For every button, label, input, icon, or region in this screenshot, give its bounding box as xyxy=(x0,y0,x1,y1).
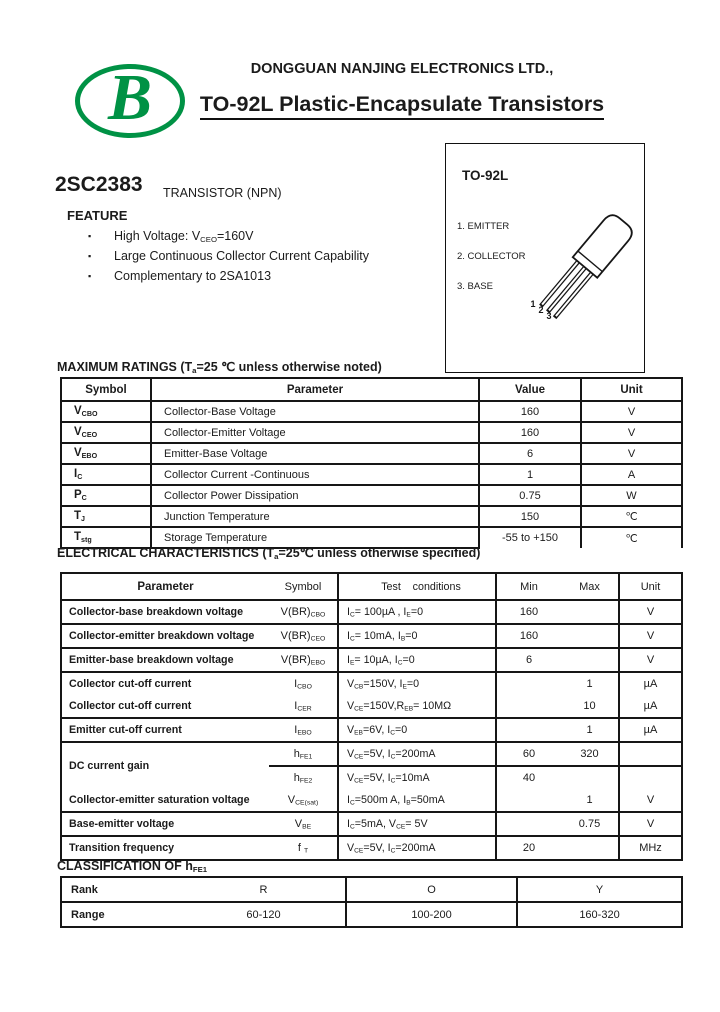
parameter-cell: Collector-base breakdown voltage xyxy=(61,600,269,624)
parameter-cell: Collector cut-off current xyxy=(69,700,192,712)
pin-label: 1. EMITTER xyxy=(457,221,510,232)
symbol-cell: $V_{CBO}$ xyxy=(61,401,151,422)
unit-cell: ℃ xyxy=(581,506,682,527)
conditions-cell: $I_C= 10mA$, $I_B=0$ xyxy=(338,624,496,648)
max-cell xyxy=(561,648,619,672)
value-cell: 1 xyxy=(479,464,581,485)
conditions-cell: $V_{CE}=150V,R_{EB}= 10M\Omega$ xyxy=(338,695,496,718)
max-cell xyxy=(561,766,619,789)
min-cell: 6 xyxy=(496,648,561,672)
column-header: Symbol xyxy=(61,378,151,401)
table-row xyxy=(61,812,682,836)
table-row xyxy=(61,600,682,624)
table-row xyxy=(61,695,682,718)
table-row xyxy=(61,422,682,443)
document-title: TO-92L Plastic-Encapsulate Transistors xyxy=(190,92,614,120)
table-row xyxy=(61,836,682,860)
parameter-cell: Collector cut-off current xyxy=(61,672,269,695)
table-row xyxy=(61,718,682,742)
rank-value: Y xyxy=(517,877,682,902)
pin-label: 3. BASE xyxy=(457,281,493,292)
range-cell xyxy=(61,902,346,927)
table-row xyxy=(61,464,682,485)
symbol-cell: $V(BR)_{CEO}$ xyxy=(269,624,338,648)
unit-cell: ℃ xyxy=(581,527,682,548)
column-header: Parameter xyxy=(151,378,479,401)
table-row xyxy=(61,443,682,464)
package-name: TO-92L xyxy=(462,168,509,183)
rank-value: R xyxy=(259,883,268,896)
table-row xyxy=(61,742,682,766)
unit-cell: V xyxy=(619,648,682,672)
min-cell xyxy=(496,812,561,836)
range-value: 100-200 xyxy=(346,902,517,927)
unit-cell: W xyxy=(581,485,682,506)
table-row xyxy=(61,789,682,812)
company-name: DONGGUAN NANJING ELECTRONICS LTD., xyxy=(250,61,554,77)
min-cell xyxy=(496,789,561,812)
conditions-cell: $I_E= 10\mu A$, $I_C=0$ xyxy=(338,648,496,672)
column-header: Unit xyxy=(581,378,682,401)
max-cell xyxy=(561,836,619,860)
min-cell xyxy=(496,718,561,742)
table-row xyxy=(61,877,682,902)
conditions-cell: $V_{CE}=5V$, $I_C=200mA$ xyxy=(338,836,496,860)
parameter-cell: Emitter-base breakdown voltage xyxy=(61,648,269,672)
symbol-cell: $h_{FE2}$ xyxy=(269,766,338,789)
symbol-cell: $P_C$ xyxy=(61,485,151,506)
part-type: TRANSISTOR (NPN) xyxy=(163,186,282,200)
symbol-cell: $h_{FE1}$ xyxy=(269,742,338,766)
unit-cell: V xyxy=(581,401,682,422)
table-row xyxy=(61,401,682,422)
table-row xyxy=(61,485,682,506)
unit-cell: V xyxy=(619,624,682,648)
value-cell: 160 xyxy=(479,422,581,443)
max-cell: 0.75 xyxy=(561,812,619,836)
value-cell: 6 xyxy=(479,443,581,464)
column-header: Symbol xyxy=(284,580,322,593)
unit-cell: µA xyxy=(619,718,682,742)
unit-cell: V xyxy=(581,443,682,464)
symbol-cell: $T_J$ xyxy=(61,506,151,527)
symbol-cell: $I_{EBO}$ xyxy=(269,718,338,742)
symbol-cell: $T_{stg}$ xyxy=(61,527,151,548)
symbol-cell: f $_T$ xyxy=(269,836,338,860)
table-row xyxy=(61,506,682,527)
transistor-drawing xyxy=(446,144,644,372)
conditions-cell: $V_{CE}=5V$, $I_C=10mA$ xyxy=(338,766,496,789)
range-value: 60-120 xyxy=(246,908,281,921)
parameter-cell: DC current gain xyxy=(61,742,269,789)
symbol-cell: $I_{CER}$ xyxy=(294,699,312,713)
pin-number: 3 xyxy=(546,311,552,321)
max-ratings-table xyxy=(60,377,683,549)
max-ratings-title: MAXIMUM RATINGS ($T_a=25$ ℃ unless otherwise noted) xyxy=(57,360,382,375)
min-cell: 60 xyxy=(496,742,561,766)
min-cell: 40 xyxy=(496,766,561,789)
feature-heading: FEATURE xyxy=(67,208,128,223)
unit-cell: V xyxy=(619,812,682,836)
electrical-characteristics-table xyxy=(60,572,683,861)
conditions-cell: $I_C=500m$ A, $I_B=50mA$ xyxy=(338,789,496,812)
unit-cell: V xyxy=(619,600,682,624)
parameter-cell: Collector Current -Continuous xyxy=(151,464,479,485)
company-logo xyxy=(75,61,185,138)
conditions-cell: $V_{CB}=150V$, $I_E=0$ xyxy=(338,672,496,695)
unit-cell xyxy=(619,742,682,766)
symbol-cell: $V_{CEO}$ xyxy=(61,422,151,443)
parameter-cell: Emitter-Base Voltage xyxy=(151,443,479,464)
value-cell: 0.75 xyxy=(479,485,581,506)
unit-cell xyxy=(619,766,682,789)
min-cell xyxy=(496,695,561,718)
table-row xyxy=(61,624,682,648)
feature-item: ▪ High Voltage: $V_{CEO}=160V$ xyxy=(88,226,428,246)
conditions-cell: $V_{EB}=6V$, $I_C=0$ xyxy=(338,718,496,742)
column-header: Value xyxy=(479,378,581,401)
unit-cell: µA xyxy=(619,672,682,695)
table-header-row xyxy=(61,378,682,401)
unit-cell: MHz xyxy=(619,836,682,860)
range-label: Range xyxy=(71,908,105,921)
parameter-cell: Collector-emitter breakdown voltage xyxy=(61,624,269,648)
conditions-cell: $I_C= 100\mu A$ , $I_E=0$ xyxy=(338,600,496,624)
parameter-cell: Transition frequency xyxy=(61,836,269,860)
table-row xyxy=(61,902,682,927)
unit-cell: µA xyxy=(619,695,682,718)
symbol-cell: $V_{EBO}$ xyxy=(61,443,151,464)
min-cell xyxy=(496,672,561,695)
conditions-cell: $V_{CE}=5V$, $I_C=200mA$ xyxy=(338,742,496,766)
table-header-row xyxy=(61,573,682,600)
parameter-cell: Emitter cut-off current xyxy=(61,718,269,742)
parameter-cell: Collector-Base Voltage xyxy=(151,401,479,422)
max-cell: 1 xyxy=(561,672,619,695)
parameter-cell: Collector-emitter saturation voltage xyxy=(69,794,250,806)
logo-letter: B xyxy=(107,61,153,134)
min-cell: 160 xyxy=(496,624,561,648)
column-header: Min xyxy=(496,573,561,600)
column-header: Test conditions xyxy=(338,573,496,600)
min-cell: 20 xyxy=(496,836,561,860)
max-cell: 1 xyxy=(561,718,619,742)
package-outline-box xyxy=(445,143,645,373)
min-cell: 160 xyxy=(496,600,561,624)
unit-cell: V xyxy=(581,422,682,443)
max-cell: 1 xyxy=(586,794,593,806)
pin-label: 2. COLLECTOR xyxy=(457,251,526,262)
symbol-cell: $V_{CE(sat)}$ xyxy=(287,793,319,807)
parameter-cell: Base-emitter voltage xyxy=(61,812,269,836)
max-cell: 10 xyxy=(583,700,596,712)
conditions-cell: $I_C=5mA$, $V_{CE}= 5V$ xyxy=(338,812,496,836)
symbol-cell: $V_{BE}$ xyxy=(269,812,338,836)
range-value: 160-320 xyxy=(517,902,682,927)
parameter-cell: Storage Temperature xyxy=(151,527,479,548)
rank-label: Rank xyxy=(71,883,98,896)
unit-cell: V xyxy=(619,789,682,812)
symbol-cell: $I_C$ xyxy=(61,464,151,485)
feature-list xyxy=(88,226,428,286)
rank-cell xyxy=(61,877,346,902)
unit-cell: A xyxy=(581,464,682,485)
symbol-cell: $V(BR)_{EBO}$ xyxy=(269,648,338,672)
pin-number: 1 xyxy=(530,299,536,309)
feature-item: ▪ Complementary to 2SA1013 xyxy=(88,266,428,286)
column-header: Parameter xyxy=(137,580,194,593)
rank-value: O xyxy=(346,877,517,902)
parameter-cell: Collector-Emitter Voltage xyxy=(151,422,479,443)
classification-title: CLASSIFICATION OF $h_{FE1}$ xyxy=(57,859,208,874)
value-cell: 150 xyxy=(479,506,581,527)
classification-table xyxy=(60,876,683,928)
table-row xyxy=(61,672,682,695)
parameter-cell: Junction Temperature xyxy=(151,506,479,527)
symbol-cell: $V(BR)_{CBO}$ xyxy=(269,600,338,624)
parameter-cell: Collector Power Dissipation xyxy=(151,485,479,506)
symbol-cell: $I_{CBO}$ xyxy=(269,672,338,695)
max-cell: 320 xyxy=(561,742,619,766)
part-number: 2SC2383 xyxy=(55,173,143,196)
feature-item: ▪ Large Continuous Collector Current Capability xyxy=(88,246,428,266)
column-header: Max xyxy=(579,580,600,593)
value-cell: 160 xyxy=(479,401,581,422)
electrical-title: ELECTRICAL CHARACTERISTICS ($T_a=25℃$ unless otherwise specified) xyxy=(57,546,481,561)
max-cell xyxy=(561,624,619,648)
value-cell: -55 to +150 xyxy=(479,527,581,548)
pin-number: 2 xyxy=(538,305,544,315)
max-cell xyxy=(561,600,619,624)
column-header: Unit xyxy=(619,573,682,600)
table-row xyxy=(61,648,682,672)
